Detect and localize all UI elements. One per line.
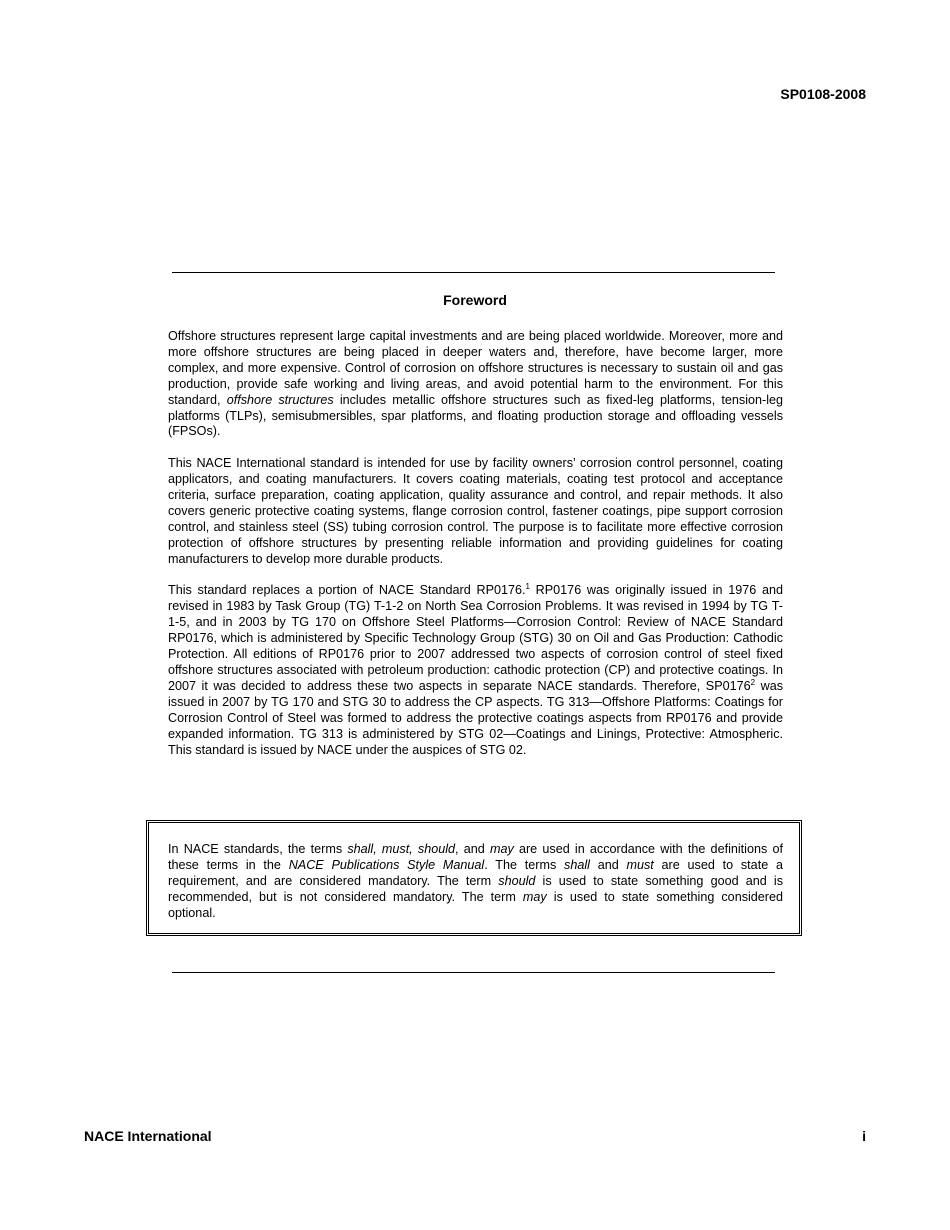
notice-emphasis-5: must (626, 857, 654, 872)
p3-text-a: This standard replaces a portion of NACE Standard RP0176. (168, 583, 526, 598)
terminology-notice-text (168, 842, 783, 922)
top-divider (172, 272, 775, 273)
foreword-body (168, 329, 783, 774)
notice-emphasis-7: may (522, 889, 547, 904)
notice-text-2: , and (455, 842, 490, 856)
notice-text-6: are used to state a requirement, and are considered mandatory. The term (168, 857, 783, 888)
notice-text-1: In NACE standards, the terms (168, 842, 348, 856)
foreword-paragraph-3 (168, 583, 783, 758)
foreword-paragraph-2: This NACE International standard is intended for use by facility owners’ corrosion control personnel, coating applicators, and coating manufacturers. It covers coating materials, coating test protocol and acceptance criteria, surface preparation, coating application, quality assurance and control, and repair methods. It also covers generic protective coating systems, flange corrosion control, fastener coatings, pipe support corrosion control, and stainless steel (SS) tubing corrosion control. The purpose is to facilitate more effective corrosion protection of offshore structures by presenting reliable information and providing guidelines for coating manufacturers to develop more durable products. (168, 456, 783, 566)
notice-emphasis-3: NACE Publications Style Manual (288, 857, 485, 872)
notice-text-3: are used in accordance with the definitions of these terms in the (168, 842, 783, 872)
notice-text-5: and (589, 857, 627, 872)
foreword-paragraph-1 (168, 329, 783, 440)
notice-text-8: is used to state something considered optional. (168, 889, 783, 920)
notice-emphasis-1: shall, must, should (347, 842, 456, 856)
footer-publisher: NACE International (84, 1128, 212, 1144)
document-id: SP0108-2008 (780, 86, 866, 102)
p1-text-a: Offshore structures represent large capital investments and are being placed worldwide. Moreover, more and more offshore structures are being placed in deeper waters and, therefore, have become larger, more complex, and more expensive. Control of corrosion on offshore structures is necessary to sustain oil and gas production, provide safe working and living areas, and avoid potential harm to the environment. For this standard, (168, 329, 783, 407)
notice-emphasis-6: should (498, 873, 536, 888)
p3-text-b: RP0176 was originally issued in 1976 and revised in 1983 by Task Group (TG) T-1-2 on North Sea Corrosion Problems. It was revised in 1994 by TG T-1-5, and in 2003 by TG 170 on Offshore Steel Platforms—Corrosion Control: Review of NACE Standard RP0176, which is administered by Specific Technology Group (STG) 30 on Oil and Gas Production: Cathodic Protection. All editions of RP0176 prior to 2007 addressed two aspects of corrosion control of steel fixed offshore structures associated with petroleum production: cathodic protection (CP) and protective coatings. In 2007 it was decided to address these two aspects in separate NACE standards. Therefore, SP0176 (168, 583, 783, 693)
p1-text-b: includes metallic offshore structures such as fixed-leg platforms, tension-leg platforms (TLPs), semisubmersibles, spar platforms, and floating production storage and offloading vessels (FPSOs). (168, 392, 784, 439)
foreword-heading: Foreword (443, 292, 507, 308)
bottom-divider (172, 972, 775, 973)
terminology-notice-box (146, 820, 802, 936)
p1-emphasis: offshore structures (226, 392, 334, 407)
footnote-ref-1: 1 (525, 582, 530, 592)
footnote-ref-2: 2 (750, 677, 756, 687)
notice-text-4: . The terms (484, 857, 565, 872)
notice-emphasis-2: may (489, 842, 514, 856)
notice-emphasis-4: shall (564, 857, 590, 872)
notice-text-7: is used to state something good and is recommended, but is not considered mandatory. The term (168, 873, 783, 904)
page-number: i (862, 1128, 866, 1144)
p3-text-c: was issued in 2007 by TG 170 and STG 30 to address the CP aspects. TG 313—Offshore Platforms: Coatings for Corrosion Control of Steel was formed to address the protective coatings aspects from RP0176 and provide expanded information. TG 313 is administered by STG 02—Coatings and Linings, Protective: Atmospheric. This standard is issued by NACE under the auspices of STG 02. (168, 678, 784, 757)
